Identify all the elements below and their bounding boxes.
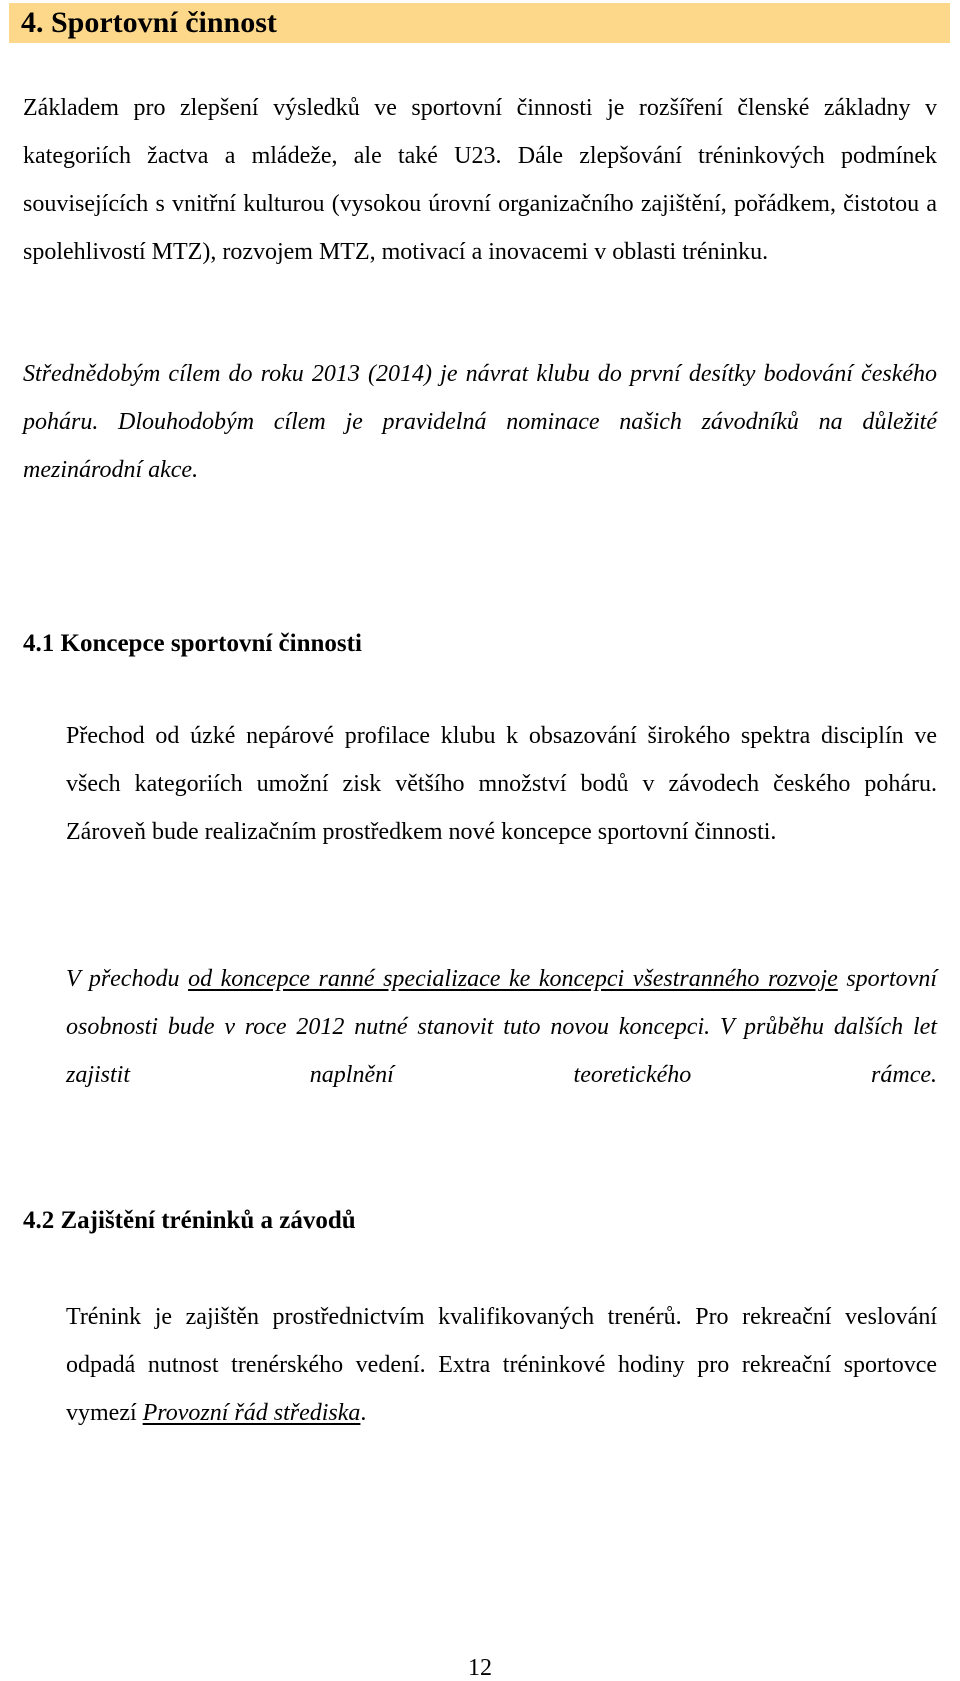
concept-italic-lead: V přechodu: [66, 966, 189, 992]
goals-paragraph: Střednědobým cílem do roku 2013 (2014) je návrat klubu do první desítky bodování českého poháru. Dlouhodobým cílem je pravidelná nominace našich závodníků na důležité mezinárodní akce.: [23, 361, 937, 483]
page-number: 12: [468, 1655, 492, 1681]
concept-paragraph: Přechod od úzké nepárové profilace klubu k obsazování širokého spektra disciplín ve všech kategoriích umožní zisk většího množství bodů v závodech českého poháru. Zároveň bude realizačním prostředkem nové koncepce sportovní činnosti.: [66, 723, 937, 845]
intro-paragraph: Základem pro zlepšení výsledků ve sportovní činnosti je rozšíření členské základny v kategoriích žactva a mládeže, ale také U23. Dále zlepšování tréninkových podmínek souvisejících s vnitřní kulturou (vysokou úrovní organizačního zajištění, pořádkem, čistotou a spolehlivostí MTZ), rozvojem MTZ, motivací a inovacemi v oblasti tréninku.: [23, 95, 937, 265]
training-paragraph: [66, 1293, 937, 1437]
subsection-heading-4-2: 4.2 Zajištění tréninků a závodů: [23, 1207, 356, 1234]
training-paragraph-text: Trénink je zajištěn prostřednictvím kvalifikovaných trenérů. Pro rekreační veslování odpadá nutnost trenérského vedení. Extra tréninkové hodiny pro rekreační sportovce vymezí: [66, 1304, 937, 1426]
concept-italic-rest: sportovní osobnosti bude v roce 2012 nutné stanovit tuto novou koncepci. V průběhu dalších let zajistit naplnění teoretického rámce.: [66, 966, 937, 1088]
concept-underlined-phrase: od koncepce ranné specializace ke koncepci všestranného rozvoje: [188, 966, 838, 992]
operating-rules-reference: Provozní řád střediska: [142, 1400, 361, 1426]
section-heading: 4. Sportovní činnost: [9, 3, 950, 43]
training-paragraph-end: .: [360, 1400, 367, 1426]
concept-italic-paragraph: [66, 955, 937, 1099]
subsection-heading-4-1: 4.1 Koncepce sportovní činnosti: [23, 630, 362, 657]
